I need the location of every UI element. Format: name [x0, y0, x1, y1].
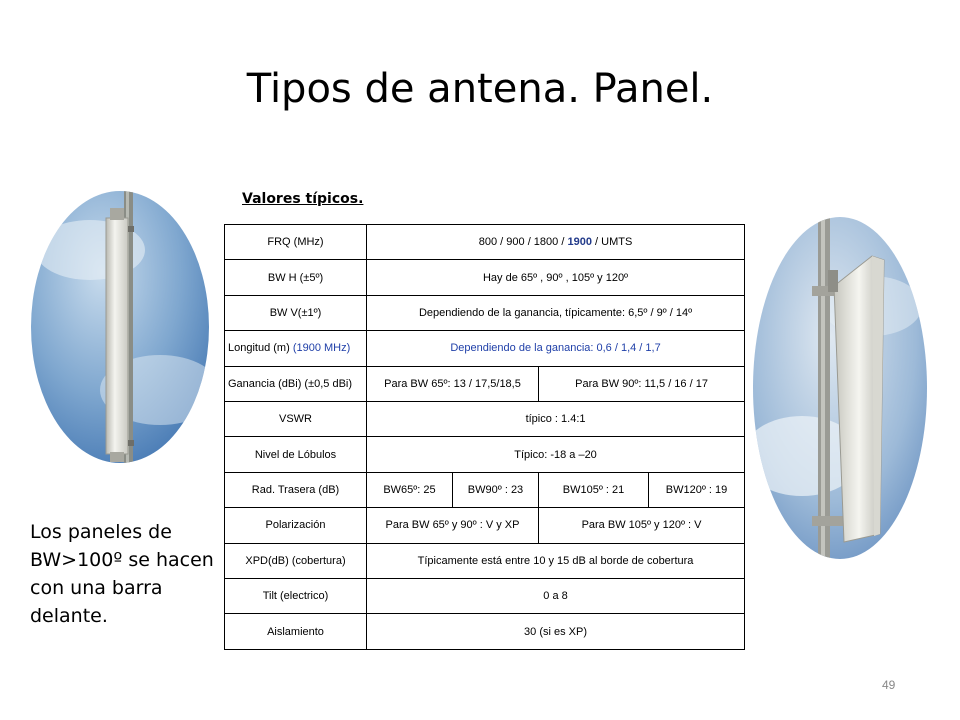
table-row: [225, 543, 745, 578]
row-value: Para BW 65º: 13 / 17,5/18,5: [367, 366, 539, 401]
row-label: BW V(±1º): [225, 295, 367, 330]
row-label: FRQ (MHz): [225, 225, 367, 260]
row-label: [225, 331, 367, 366]
row-label: Aislamiento: [225, 614, 367, 650]
frq-umts: / UMTS: [595, 236, 633, 249]
table-row: [225, 472, 745, 507]
row-value: Dependiendo de la ganancia, típicamente: 6,5º / 9º / 14º: [367, 295, 745, 330]
row-value: BW105º : 21: [539, 472, 649, 507]
row-value: BW120º : 19: [649, 472, 745, 507]
table-row: [225, 225, 745, 260]
table-row: [225, 260, 745, 295]
row-label: Rad. Trasera (dB): [225, 472, 367, 507]
right-antenna-image: [752, 216, 928, 560]
row-value: Para BW 65º y 90º : V y XP: [367, 508, 539, 543]
side-note: Los paneles de BW>100º se hacen con una barra delante.: [30, 521, 214, 627]
row-value: Para BW 90º: 11,5 / 16 / 17: [539, 366, 745, 401]
row-label: Ganancia (dBi) (±0,5 dBi): [225, 366, 367, 401]
row-value: 30 (si es XP): [367, 614, 745, 650]
row-label: VSWR: [225, 402, 367, 437]
table-subtitle: Valores típicos.: [242, 191, 364, 207]
slide-title: Tipos de antena. Panel.: [246, 66, 714, 112]
row-value: Típico: -18 a –20: [367, 437, 745, 472]
left-antenna-image: [30, 190, 210, 465]
row-value: típico : 1.4:1: [367, 402, 745, 437]
frq-values: 800 / 900 / 1800 /: [478, 236, 565, 249]
row-value: [367, 225, 745, 260]
row-label: XPD(dB) (cobertura): [225, 543, 367, 578]
long-label-freq: (1900 MHz): [292, 342, 351, 355]
spec-table: [224, 224, 745, 650]
table-row: [225, 295, 745, 330]
table-row: [225, 614, 745, 650]
row-value: Para BW 105º y 120º : V: [539, 508, 745, 543]
table-row: [225, 437, 745, 472]
row-value: Típicamente está entre 10 y 15 dB al borde de cobertura: [367, 543, 745, 578]
row-value: Dependiendo de la ganancia: 0,6 / 1,4 / 1,7: [367, 331, 745, 366]
row-label: Nivel de Lóbulos: [225, 437, 367, 472]
table-row: [225, 579, 745, 614]
row-label: BW H (±5º): [225, 260, 367, 295]
frq-1900: 1900: [567, 236, 592, 249]
long-label: Longitud (m): [228, 342, 290, 355]
row-value: Hay de 65º , 90º , 105º y 120º: [367, 260, 745, 295]
table-row: [225, 402, 745, 437]
row-value: BW65º: 25: [367, 472, 453, 507]
row-label: Tilt (electrico): [225, 579, 367, 614]
table-row: [225, 366, 745, 401]
row-value: BW90º : 23: [453, 472, 539, 507]
row-label: Polarización: [225, 508, 367, 543]
table-row: [225, 331, 745, 366]
row-value: 0 a 8: [367, 579, 745, 614]
table-row: [225, 508, 745, 543]
page-number: 49: [882, 678, 896, 692]
